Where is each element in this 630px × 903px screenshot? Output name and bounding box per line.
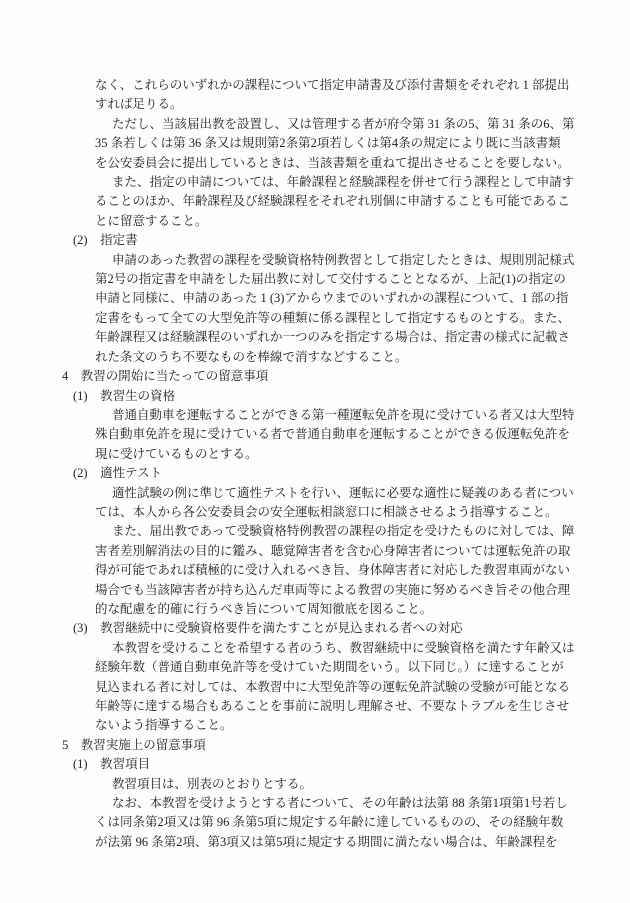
text-line: 普通自動車を運転することができる第一種運転免許を現に受けている者又は大型特 [112, 407, 575, 422]
text-line: が法第 96 条第2項、第3項又は第5項に規定する期間に満たない場合は、年齢課程を [95, 834, 558, 849]
text-line: 申請と同様に、申請のあった 1 (3)アからウまでのいずれかの課程について、1 部の指 [95, 291, 569, 306]
text-line: ただし、当該届出教を設置し、又は管理する者が府令第 31 条の5、第 31 条の6、第 [112, 116, 575, 131]
text-line: 本教習を受けることを希望する者のうち、教習継続中に受験資格を満たす年齢又は [112, 640, 575, 655]
text-line: (1) 教習項目 [73, 757, 151, 772]
text-line: とに留意すること。 [95, 213, 208, 228]
text-line: 定書をもって全ての大型免許等の種類に係る課程として指定するものとする。また、 [95, 310, 571, 325]
text-line: ないよう指導すること。 [95, 718, 233, 733]
text-line: なく、これらのいずれかの課程について指定申請書及び添付書類をそれぞれ 1 部提出 [95, 78, 570, 92]
text-line: 殊自動車免許を現に受けている者で普通自動車を運転することができる仮運転免許を [95, 427, 571, 442]
text-line: 経験年数（普通自動車免許等を受けていた期間をいう。以下同じ。）に達することが [95, 660, 564, 675]
text-line: くは同条第2項又は第 96 条第5項に規定する年齢に達しているものの、その経験年数 [95, 815, 564, 830]
text-line: (3) 教習継続中に受験資格要件を満たすことが見込まれる者への対応 [73, 621, 463, 636]
text-line: また、届出教であって受験資格特例教習の課程の指定を受けたものに対しては、障 [112, 524, 575, 539]
text-line: なお、本教習を受けようとする者について、その年齢は法第 88 条第1項第1号若し [112, 796, 568, 811]
text-line: ては、本人から各公安委員会の安全運転相談窓口に相談させるよう指導すること。 [95, 504, 558, 519]
text-line: 4 教習の開始に当たっての留意事項 [62, 369, 269, 384]
text-line: 害者差別解消法の目的に鑑み、聴覚障害者を含む心身障害者については運転免許の取 [95, 543, 571, 558]
text-line: を公安委員会に提出しているときは、当該書類を重ねて提出させることを要しない。 [95, 155, 570, 170]
text-line: 現に受けているものとする。 [95, 446, 258, 461]
text-line: 申請のあった教習の課程を受験資格特例教習として指定したときは、規則別記様式 [112, 252, 575, 267]
text-line: 年齢課程又は経験課程のいずれか一つのみを指定する場合は、指定書の様式に記載さ [95, 330, 571, 345]
text-line: すれば足りる。 [95, 97, 183, 112]
text-line: (2) 指定書 [73, 233, 138, 248]
text-line: (1) 教習生の資格 [73, 388, 176, 403]
text-line: 得が可能であれば積極的に受け入れるべき旨、身体障害者に対応した教習車両がない [95, 563, 571, 578]
text-line: 適性試験の例に準じて適性テストを行い、運転に必要な適性に疑義のある者につい [112, 485, 574, 500]
text-line: 場合でも当該障害者が持ち込んだ車両等による教習の実施に努めるべき旨その他合理 [95, 582, 571, 597]
text-line: 年齢等に達する場合もあることを事前に説明し理解させ、不要なトラブルを生じさせ [95, 699, 570, 713]
text-line: 見込まれる者に対しては、本教習中に大型免許等の運転免許試験の受験が可能となる [95, 679, 571, 694]
text-line: 的な配慮を的確に行うべき旨について周知徹底を図ること。 [95, 601, 433, 616]
text-line: 35 条若しくは第 36 条又は規則第2条第2項若しくは第4条の規定により既に当該書類 [95, 136, 561, 151]
text-line: (2) 適性テスト [73, 466, 163, 481]
text-line: れた条文のうち不要なものを棒線で消すなどすること。 [95, 349, 408, 364]
text-line: 教習項目は、別表のとおりとする。 [112, 776, 313, 791]
document-text-block [62, 76, 575, 852]
text-line: ることのほか、年齢課程及び経験課程をそれぞれ別個に申請することも可能であるこ [95, 194, 571, 209]
text-line: また、指定の申請については、年齢課程と経験課程を併せて行う課程として申請す [112, 175, 575, 190]
text-line: 第2号の指定書を申請をした届出教に対して交付することとなるが、上記(1)の指定の [95, 272, 566, 287]
text-line: 5 教習実施上の留意事項 [62, 737, 206, 752]
